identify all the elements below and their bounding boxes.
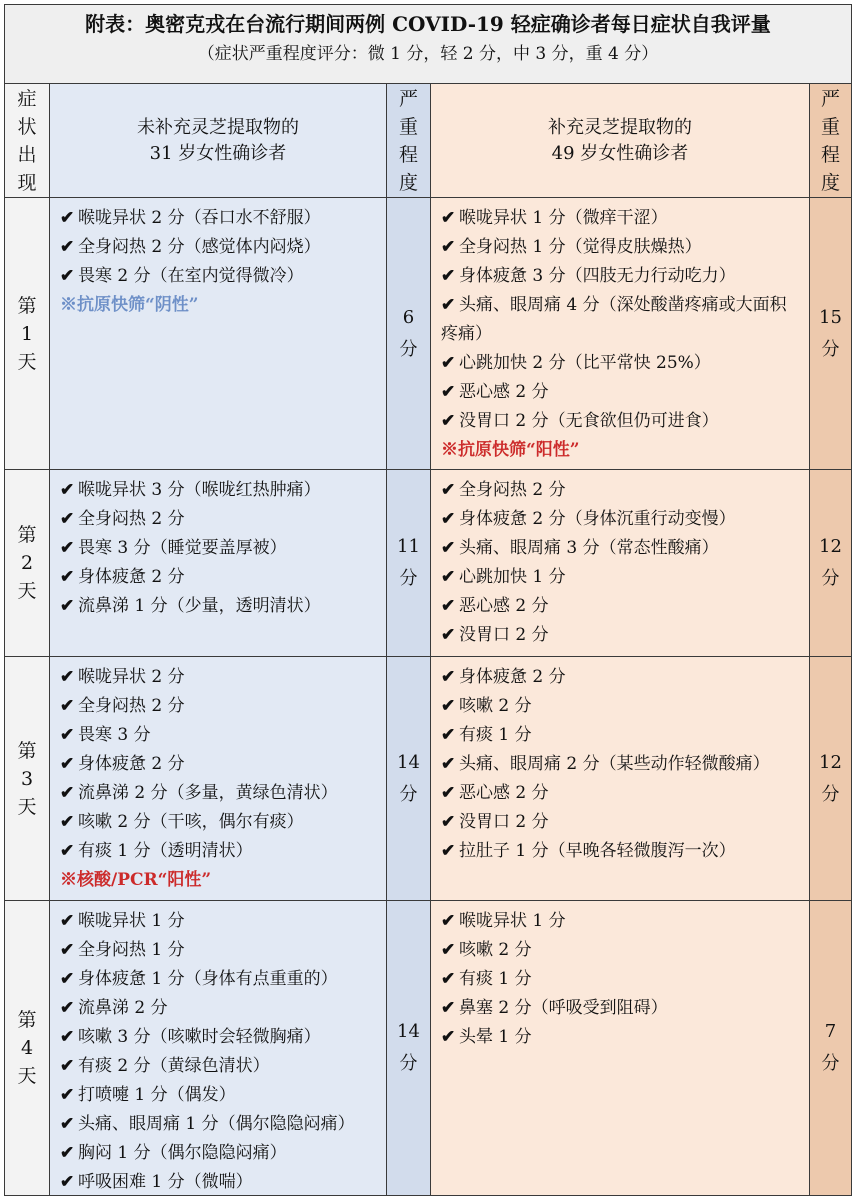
right-header-line1: 补充灵芝提取物的 — [548, 116, 692, 138]
symptom-text: 喉咙异状 1 分 — [78, 911, 185, 931]
symptom-item — [60, 936, 386, 965]
symptom-text: 全身闷热 2 分（感觉体内闷烧） — [78, 237, 321, 257]
check-icon: ✔ — [441, 812, 456, 832]
symptom-item — [60, 534, 386, 563]
check-icon: ✔ — [441, 266, 456, 286]
symptom-text: 鼻塞 2 分（呼吸受到阻碍） — [459, 998, 668, 1018]
symptom-item — [60, 233, 386, 262]
right-patient-header — [430, 83, 810, 198]
check-icon: ✔ — [60, 696, 75, 716]
right-score-day3 — [809, 656, 852, 901]
check-icon: ✔ — [60, 998, 75, 1018]
score-unit: 分 — [821, 568, 840, 589]
check-icon: ✔ — [60, 754, 75, 774]
symptom-table — [4, 4, 852, 1196]
symptom-text: 恶心感 2 分 — [459, 783, 549, 803]
symptom-text: 咳嗽 2 分（干咳，偶尔有痰） — [78, 812, 304, 832]
symptom-text: 打喷嚏 1 分（偶发） — [78, 1085, 236, 1105]
symptom-item — [60, 1110, 386, 1139]
left-score-day4 — [386, 900, 431, 1196]
symptom-item — [441, 1023, 809, 1052]
symptom-item — [60, 1139, 386, 1168]
symptom-item — [60, 476, 386, 505]
symptom-item — [441, 505, 809, 534]
check-icon: ✔ — [441, 237, 456, 257]
check-icon: ✔ — [441, 509, 456, 529]
symptom-text: 畏寒 3 分 — [78, 725, 151, 745]
check-icon: ✔ — [60, 266, 75, 286]
score-unit: 分 — [821, 338, 840, 360]
day-label — [4, 656, 50, 901]
severity-col-char: 重 — [398, 115, 418, 138]
symptom-text: 身体疲惫 2 分 — [78, 567, 185, 587]
symptom-item — [60, 779, 386, 808]
symptom-item — [60, 1168, 386, 1197]
symptom-item — [441, 262, 809, 291]
check-icon: ✔ — [441, 841, 456, 861]
symptom-item — [60, 837, 386, 866]
symptom-text: 头晕 1 分 — [459, 1027, 532, 1047]
score-unit: 分 — [399, 568, 418, 589]
symptom-item — [441, 349, 809, 378]
day-label — [4, 197, 50, 470]
symptom-item — [441, 476, 809, 505]
left-symptoms-day4 — [49, 900, 387, 1196]
score-unit: 分 — [821, 1053, 840, 1074]
symptom-text: 有痰 1 分（透明清状） — [78, 841, 253, 861]
day-label — [4, 900, 50, 1196]
symptom-item — [60, 663, 386, 692]
symptom-text: 拉肚子 1 分（早晚各轻微腹泻一次） — [459, 841, 736, 861]
symptom-item — [441, 563, 809, 592]
severity-col-char: 严 — [820, 87, 840, 110]
day-label-char: 第 — [17, 294, 37, 317]
day-label-char: 天 — [17, 1065, 37, 1087]
day-col-char: 状 — [17, 115, 37, 138]
right-symptoms-day2 — [430, 469, 810, 657]
symptom-text: 喉咙异状 3 分（喉咙红热肿痛） — [78, 480, 321, 500]
symptom-text: 身体疲惫 1 分（身体有点重重的） — [78, 969, 338, 989]
table-title-cell — [4, 4, 852, 84]
left-score-day2 — [386, 469, 431, 657]
check-icon: ✔ — [441, 969, 456, 989]
check-icon: ✔ — [441, 696, 456, 716]
day-column-header — [4, 83, 50, 198]
symptom-text: 有痰 1 分 — [459, 969, 532, 989]
day-label-char: 3 — [20, 767, 34, 790]
symptom-item — [441, 837, 809, 866]
symptom-text: 流鼻涕 1 分（少量，透明清状） — [78, 596, 321, 616]
right-score-day4 — [809, 900, 852, 1196]
check-icon: ✔ — [60, 1085, 75, 1105]
symptom-item — [441, 621, 809, 650]
check-icon: ✔ — [60, 480, 75, 500]
symptom-item — [441, 907, 809, 936]
score-number: 12 — [819, 536, 842, 557]
check-icon: ✔ — [60, 1172, 75, 1192]
symptom-item — [441, 291, 809, 349]
check-icon: ✔ — [441, 382, 456, 402]
left-header-line2: 31 岁女性确诊者 — [149, 142, 287, 164]
check-icon: ✔ — [441, 625, 456, 645]
day-label-char: 天 — [17, 795, 37, 818]
check-icon: ✔ — [441, 353, 456, 373]
check-icon: ✔ — [441, 538, 456, 558]
symptom-item — [441, 534, 809, 563]
symptom-item — [60, 262, 386, 291]
symptom-item — [60, 563, 386, 592]
table-subtitle: （症状严重程度评分：微 1 分，轻 2 分，中 3 分，重 4 分） — [197, 44, 659, 64]
day-label-char: 第 — [17, 1009, 37, 1031]
check-icon: ✔ — [60, 567, 75, 587]
score-number: 6 — [402, 306, 415, 328]
check-icon: ✔ — [60, 969, 75, 989]
symptom-text: 恶心感 2 分 — [459, 382, 549, 402]
symptom-item — [441, 750, 809, 779]
check-icon: ✔ — [441, 911, 456, 931]
symptom-item — [60, 808, 386, 837]
symptom-item — [60, 721, 386, 750]
symptom-text: 咳嗽 2 分 — [459, 940, 532, 960]
symptom-item — [441, 407, 809, 436]
left-symptoms-day1 — [49, 197, 387, 470]
day-label — [4, 469, 50, 657]
table-title: 附表：奥密克戎在台流行期间两例 COVID-19 轻症确诊者每日症状自我评量 — [85, 12, 771, 36]
symptom-text: 身体疲惫 3 分（四肢无力行动吃力） — [459, 266, 736, 286]
check-icon: ✔ — [441, 940, 456, 960]
check-icon: ✔ — [60, 783, 75, 803]
score-number: 14 — [397, 751, 420, 773]
day-label-char: 4 — [20, 1037, 34, 1059]
symptom-text: 没胃口 2 分（无食欲但仍可进食） — [459, 411, 719, 431]
score-unit: 分 — [821, 783, 840, 805]
check-icon: ✔ — [441, 567, 456, 587]
right-symptoms-day3 — [430, 656, 810, 901]
symptom-text: 有痰 1 分 — [459, 725, 532, 745]
left-symptoms-day3 — [49, 656, 387, 901]
symptom-text: 头痛、眼周痛 1 分（偶尔隐隐闷痛） — [78, 1114, 355, 1134]
day-col-char: 出 — [17, 143, 37, 166]
test-result-note: ※抗原快筛“阳性” — [441, 440, 580, 460]
symptom-text: 有痰 2 分（黄绿色清状） — [78, 1056, 270, 1076]
check-icon: ✔ — [60, 725, 75, 745]
symptom-item — [441, 936, 809, 965]
symptom-item — [441, 779, 809, 808]
left-header-line1: 未补充灵芝提取物的 — [137, 116, 299, 138]
symptom-text: 全身闷热 1 分 — [78, 940, 185, 960]
symptom-text: 流鼻涕 2 分（多量，黄绿色清状） — [78, 783, 338, 803]
right-severity-header — [809, 83, 852, 198]
symptom-item — [60, 1052, 386, 1081]
day-label-char: 第 — [17, 524, 37, 546]
severity-col-char: 重 — [820, 115, 840, 138]
right-score-day2 — [809, 469, 852, 657]
check-icon: ✔ — [441, 295, 456, 315]
symptom-text: 心跳加快 2 分（比平常快 25%） — [459, 353, 711, 373]
check-icon: ✔ — [60, 1114, 75, 1134]
score-number: 12 — [819, 751, 842, 773]
symptom-text: 恶心感 2 分 — [459, 596, 549, 616]
symptom-text: 喉咙异状 1 分 — [459, 911, 566, 931]
symptom-item — [60, 692, 386, 721]
check-icon: ✔ — [441, 754, 456, 774]
score-number: 11 — [397, 536, 420, 557]
symptom-item — [441, 378, 809, 407]
symptom-text: 喉咙异状 2 分（吞口水不舒服） — [78, 208, 321, 228]
severity-col-char: 度 — [398, 171, 418, 194]
check-icon: ✔ — [441, 998, 456, 1018]
symptom-text: 身体疲惫 2 分（身体沉重行动变慢） — [459, 509, 736, 529]
symptom-item — [441, 233, 809, 262]
check-icon: ✔ — [60, 667, 75, 687]
right-header-line2: 49 岁女性确诊者 — [551, 142, 689, 164]
left-severity-header — [386, 83, 431, 198]
symptom-text: 喉咙异状 2 分 — [78, 667, 185, 687]
check-icon: ✔ — [441, 1027, 456, 1047]
symptom-text: 全身闷热 2 分 — [78, 696, 185, 716]
severity-col-char: 程 — [398, 143, 418, 166]
symptom-text: 没胃口 2 分 — [459, 625, 549, 645]
severity-col-char: 严 — [398, 87, 418, 110]
symptom-item — [60, 1081, 386, 1110]
symptom-item — [60, 994, 386, 1023]
check-icon: ✔ — [60, 812, 75, 832]
symptom-item — [60, 907, 386, 936]
score-number: 14 — [397, 1021, 420, 1042]
symptom-text: 畏寒 3 分（睡觉要盖厚被） — [78, 538, 287, 558]
symptom-text: 头痛、眼周痛 2 分（某些动作轻微酸痛） — [459, 754, 770, 774]
check-icon: ✔ — [60, 911, 75, 931]
symptom-text: 全身闷热 2 分 — [78, 509, 185, 529]
left-patient-header — [49, 83, 387, 198]
check-icon: ✔ — [60, 841, 75, 861]
symptom-text: 全身闷热 2 分 — [459, 480, 566, 500]
score-unit: 分 — [399, 338, 418, 360]
symptom-text: 全身闷热 1 分（觉得皮肤燥热） — [459, 237, 702, 257]
right-symptoms-day4 — [430, 900, 810, 1196]
day-label-char: 1 — [20, 322, 34, 345]
symptom-item — [441, 994, 809, 1023]
symptom-item — [441, 663, 809, 692]
symptom-text: 呼吸困难 1 分（微喘） — [78, 1172, 253, 1192]
symptom-text: 咳嗽 3 分（咳嗽时会轻微胸痛） — [78, 1027, 321, 1047]
severity-col-char: 程 — [820, 143, 840, 166]
left-score-day1 — [386, 197, 431, 470]
symptom-item — [441, 592, 809, 621]
symptom-item — [441, 965, 809, 994]
test-result-note: ※抗原快筛“阴性” — [60, 295, 199, 315]
check-icon: ✔ — [441, 480, 456, 500]
score-unit: 分 — [399, 1053, 418, 1074]
day-label-char: 天 — [17, 580, 37, 602]
symptom-item — [60, 204, 386, 233]
check-icon: ✔ — [60, 509, 75, 529]
day-label-char: 2 — [20, 552, 34, 574]
score-unit: 分 — [399, 783, 418, 805]
symptom-item — [441, 204, 809, 233]
symptom-item — [60, 750, 386, 779]
symptom-text: 心跳加快 1 分 — [459, 567, 566, 587]
check-icon: ✔ — [441, 411, 456, 431]
left-symptoms-day2 — [49, 469, 387, 657]
check-icon: ✔ — [441, 667, 456, 687]
right-symptoms-day1 — [430, 197, 810, 470]
severity-col-char: 度 — [820, 171, 840, 194]
test-result-note: ※核酸/PCR“阳性” — [60, 870, 212, 890]
symptom-item — [441, 692, 809, 721]
day-label-char: 第 — [17, 739, 37, 762]
symptom-item — [441, 808, 809, 837]
check-icon: ✔ — [60, 1027, 75, 1047]
check-icon: ✔ — [60, 538, 75, 558]
check-icon: ✔ — [60, 208, 75, 228]
day-label-char: 天 — [17, 350, 37, 373]
check-icon: ✔ — [60, 1143, 75, 1163]
symptom-text: 头痛、眼周痛 3 分（常态性酸痛） — [459, 538, 719, 558]
symptom-item — [60, 592, 386, 621]
symptom-item — [60, 1023, 386, 1052]
symptom-text: 咳嗽 2 分 — [459, 696, 532, 716]
check-icon: ✔ — [441, 725, 456, 745]
day-col-char: 症 — [17, 87, 37, 110]
score-number: 15 — [819, 306, 842, 328]
check-icon: ✔ — [60, 596, 75, 616]
symptom-text: 头痛、眼周痛 4 分（深处酸凿疼痛或大面积疼痛） — [441, 295, 787, 344]
right-score-day1 — [809, 197, 852, 470]
symptom-text: 身体疲惫 2 分 — [78, 754, 185, 774]
check-icon: ✔ — [60, 940, 75, 960]
symptom-text: 胸闷 1 分（偶尔隐隐闷痛） — [78, 1143, 287, 1163]
check-icon: ✔ — [60, 237, 75, 257]
check-icon: ✔ — [441, 596, 456, 616]
check-icon: ✔ — [60, 1056, 75, 1076]
left-score-day3 — [386, 656, 431, 901]
check-icon: ✔ — [441, 208, 456, 228]
symptom-item — [60, 505, 386, 534]
check-icon: ✔ — [441, 783, 456, 803]
symptom-text: 喉咙异状 1 分（微痒干涩） — [459, 208, 668, 228]
symptom-text: 流鼻涕 2 分 — [78, 998, 168, 1018]
symptom-item — [60, 965, 386, 994]
symptom-text: 没胃口 2 分 — [459, 812, 549, 832]
symptom-item — [441, 721, 809, 750]
symptom-text: 身体疲惫 2 分 — [459, 667, 566, 687]
symptom-text: 畏寒 2 分（在室内觉得微冷） — [78, 266, 304, 286]
score-number: 7 — [824, 1021, 837, 1042]
day-col-char: 现 — [17, 171, 37, 194]
